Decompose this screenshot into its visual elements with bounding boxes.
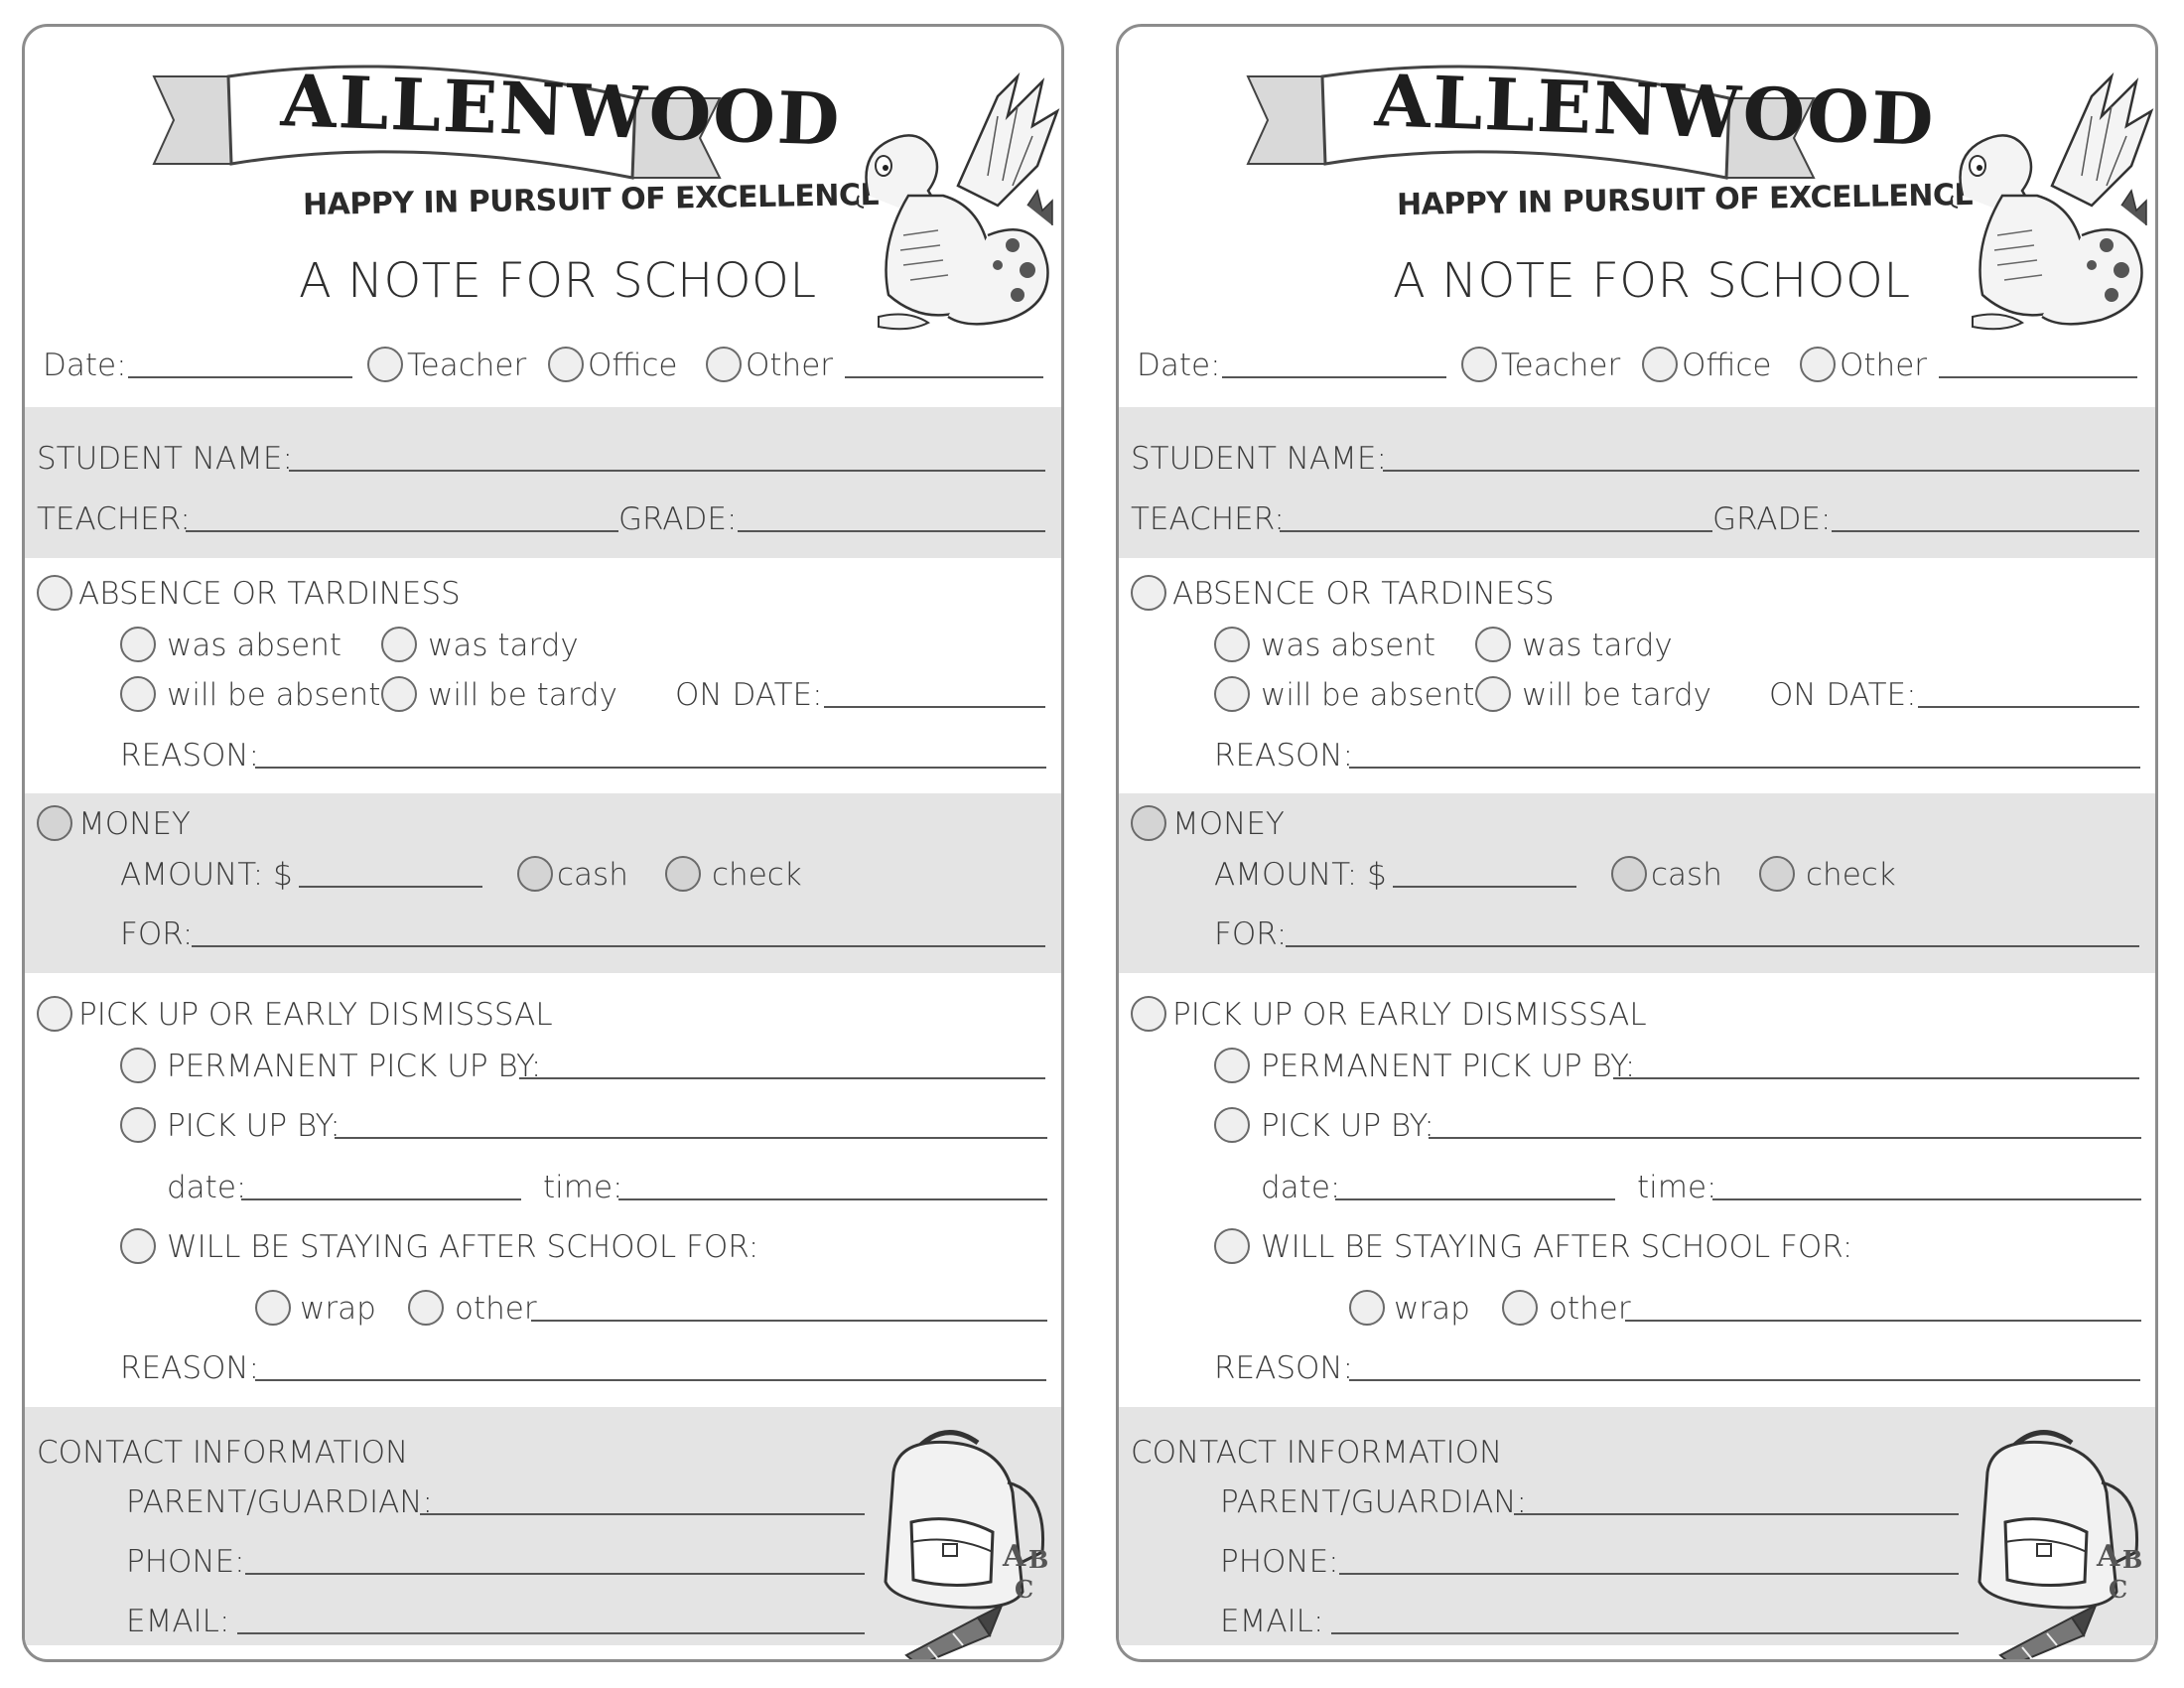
absence-reason-field[interactable] [255, 767, 1046, 769]
form-title: A NOTE FOR SCHOOL [1393, 253, 1911, 309]
date-field[interactable] [128, 376, 352, 378]
was-absent-radio[interactable] [1214, 627, 1250, 662]
money-radio[interactable] [37, 805, 72, 841]
pickup-by-field[interactable] [1429, 1137, 2141, 1139]
amount-field[interactable] [299, 886, 482, 888]
teacher-radio[interactable] [1461, 347, 1497, 382]
school-note-form-right [1116, 24, 2158, 1662]
phone-field[interactable] [1339, 1573, 1959, 1575]
permanent-pickup-field[interactable] [1613, 1077, 2139, 1079]
grade-field[interactable] [1832, 530, 2139, 532]
amount-label: AMOUNT: $ [120, 857, 293, 893]
staying-after-label: WILL BE STAYING AFTER SCHOOL FOR: [1261, 1229, 1853, 1265]
will-be-tardy-label: will be tardy [1522, 677, 1712, 713]
student-name-field[interactable] [1383, 470, 2139, 472]
parent-guardian-label: PARENT/GUARDIAN: [126, 1484, 433, 1520]
student-name-label: STUDENT NAME: [1131, 441, 1387, 477]
will-be-absent-label: will be absent [167, 677, 381, 713]
email-label: EMAIL: [126, 1604, 230, 1639]
staying-other-radio[interactable] [408, 1290, 444, 1326]
wrap-label: wrap [1394, 1291, 1470, 1327]
staying-other-field[interactable] [531, 1320, 1047, 1322]
date-field[interactable] [1222, 376, 1446, 378]
office-radio[interactable] [548, 347, 584, 382]
will-be-absent-radio[interactable] [1214, 676, 1250, 712]
pickup-reason-label: REASON: [1214, 1350, 1354, 1386]
form-title: A NOTE FOR SCHOOL [299, 253, 817, 309]
other-field[interactable] [845, 376, 1043, 378]
date-label: Date: [1137, 348, 1221, 383]
on-date-field[interactable] [1918, 706, 2139, 708]
was-tardy-label: was tardy [1522, 628, 1673, 663]
will-be-absent-label: will be absent [1261, 677, 1475, 713]
parent-guardian-field[interactable] [1514, 1513, 1959, 1515]
teacher-radio[interactable] [367, 347, 403, 382]
for-field[interactable] [1286, 945, 2139, 947]
pickup-reason-field[interactable] [1349, 1379, 2140, 1381]
staying-other-radio[interactable] [1502, 1290, 1538, 1326]
was-tardy-radio[interactable] [1475, 627, 1511, 662]
svg-text:C: C [2109, 1575, 2128, 1604]
amount-label: AMOUNT: $ [1214, 857, 1387, 893]
staying-after-radio[interactable] [120, 1228, 156, 1264]
check-label: check [712, 857, 802, 893]
school-name: ALLENWOOD [1373, 58, 1937, 162]
teacher-field[interactable] [186, 530, 618, 532]
email-field[interactable] [1331, 1632, 1959, 1634]
wrap-label: wrap [300, 1291, 376, 1327]
grade-label: GRADE: [1712, 501, 1832, 537]
permanent-pickup-radio[interactable] [1214, 1048, 1250, 1083]
svg-text:A: A [1003, 1539, 1026, 1574]
cash-label: cash [557, 857, 628, 893]
wrap-radio[interactable] [1349, 1290, 1385, 1326]
on-date-label: ON DATE: [675, 677, 823, 713]
was-absent-radio[interactable] [120, 627, 156, 662]
for-field[interactable] [192, 945, 1045, 947]
teacher-field[interactable] [1280, 530, 1712, 532]
grade-label: GRADE: [618, 501, 738, 537]
absence-radio[interactable] [1131, 575, 1166, 611]
was-tardy-radio[interactable] [381, 627, 417, 662]
email-field[interactable] [237, 1632, 865, 1634]
teacher-label: TEACHER: [1131, 501, 1285, 537]
cash-label: cash [1651, 857, 1722, 893]
other-option-label: Other [1840, 348, 1928, 383]
teacher-option-label: Teacher [1501, 348, 1621, 383]
other-radio[interactable] [1800, 347, 1836, 382]
for-label: FOR: [1214, 916, 1288, 952]
permanent-pickup-label: PERMANENT PICK UP BY: [1261, 1049, 1636, 1084]
dragon-mascot-icon [849, 57, 1062, 335]
school-name: ALLENWOOD [279, 58, 843, 162]
pickup-reason-label: REASON: [120, 1350, 260, 1386]
on-date-label: ON DATE: [1769, 677, 1917, 713]
phone-field[interactable] [245, 1573, 865, 1575]
will-be-tardy-label: will be tardy [428, 677, 618, 713]
date-label: Date: [43, 348, 127, 383]
teacher-label: TEACHER: [37, 501, 191, 537]
svg-text:A: A [2097, 1539, 2120, 1574]
student-name-field[interactable] [289, 470, 1045, 472]
staying-other-label: other [1549, 1291, 1631, 1327]
pickup-by-field[interactable] [335, 1137, 1047, 1139]
will-be-tardy-radio[interactable] [1475, 676, 1511, 712]
pickup-date-field[interactable] [241, 1198, 521, 1200]
pickup-by-radio[interactable] [120, 1107, 156, 1143]
contact-heading: CONTACT INFORMATION [1131, 1435, 1503, 1471]
parent-guardian-field[interactable] [420, 1513, 865, 1515]
absence-heading: ABSENCE OR TARDINESS [1172, 576, 1555, 612]
school-motto: HAPPY IN PURSUIT OF EXCELLENCE [302, 177, 881, 223]
office-option-label: Office [1682, 348, 1772, 383]
cash-radio[interactable] [517, 856, 553, 892]
pickup-heading: PICK UP OR EARLY DISMISSSAL [1172, 997, 1647, 1033]
pickup-time-field[interactable] [1712, 1198, 2141, 1200]
abc-blocks-icon [1001, 1536, 1060, 1606]
school-motto: HAPPY IN PURSUIT OF EXCELLENCE [1396, 177, 1975, 223]
permanent-pickup-radio[interactable] [120, 1048, 156, 1083]
office-option-label: Office [588, 348, 678, 383]
check-label: check [1806, 857, 1896, 893]
svg-text:C: C [1015, 1575, 1034, 1604]
staying-other-label: other [455, 1291, 537, 1327]
pickup-time-label: time: [1637, 1170, 1717, 1205]
parent-guardian-label: PARENT/GUARDIAN: [1220, 1484, 1527, 1520]
will-be-absent-radio[interactable] [120, 676, 156, 712]
amount-field[interactable] [1393, 886, 1576, 888]
absence-radio[interactable] [37, 575, 72, 611]
grade-field[interactable] [738, 530, 1045, 532]
staying-after-radio[interactable] [1214, 1228, 1250, 1264]
dragon-mascot-icon [1943, 57, 2156, 335]
phone-label: PHONE: [126, 1544, 245, 1580]
cash-radio[interactable] [1611, 856, 1647, 892]
contact-heading: CONTACT INFORMATION [37, 1435, 409, 1471]
absence-reason-label: REASON: [120, 738, 260, 774]
student-name-label: STUDENT NAME: [37, 441, 293, 477]
check-radio[interactable] [1759, 856, 1795, 892]
svg-text:B: B [1028, 1545, 1049, 1574]
other-option-label: Other [746, 348, 834, 383]
wrap-radio[interactable] [255, 1290, 291, 1326]
school-note-form-left [22, 24, 1064, 1662]
pickup-date-label: date: [167, 1170, 247, 1205]
will-be-tardy-radio[interactable] [381, 676, 417, 712]
pickup-heading: PICK UP OR EARLY DISMISSSAL [78, 997, 553, 1033]
teacher-option-label: Teacher [407, 348, 527, 383]
pickup-radio[interactable] [1131, 996, 1166, 1032]
on-date-field[interactable] [824, 706, 1045, 708]
money-heading: MONEY [1172, 806, 1285, 842]
pickup-date-field[interactable] [1335, 1198, 1615, 1200]
permanent-pickup-label: PERMANENT PICK UP BY: [167, 1049, 542, 1084]
pickup-by-radio[interactable] [1214, 1107, 1250, 1143]
abc-blocks-icon [2095, 1536, 2154, 1606]
crayon-icon [898, 1596, 1008, 1662]
other-field[interactable] [1939, 376, 2137, 378]
money-heading: MONEY [78, 806, 191, 842]
for-label: FOR: [120, 916, 194, 952]
permanent-pickup-field[interactable] [519, 1077, 1045, 1079]
was-absent-label: was absent [167, 628, 342, 663]
pickup-time-field[interactable] [618, 1198, 1047, 1200]
crayon-icon [1992, 1596, 2102, 1662]
pickup-by-label: PICK UP BY: [167, 1108, 341, 1144]
pickup-date-label: date: [1261, 1170, 1341, 1205]
absence-reason-label: REASON: [1214, 738, 1354, 774]
office-radio[interactable] [1642, 347, 1678, 382]
absence-heading: ABSENCE OR TARDINESS [78, 576, 461, 612]
pickup-by-label: PICK UP BY: [1261, 1108, 1434, 1144]
absence-reason-field[interactable] [1349, 767, 2140, 769]
check-radio[interactable] [665, 856, 701, 892]
svg-text:B: B [2122, 1545, 2143, 1574]
staying-other-field[interactable] [1625, 1320, 2141, 1322]
pickup-time-label: time: [543, 1170, 623, 1205]
staying-after-label: WILL BE STAYING AFTER SCHOOL FOR: [167, 1229, 759, 1265]
money-radio[interactable] [1131, 805, 1166, 841]
other-radio[interactable] [706, 347, 742, 382]
was-tardy-label: was tardy [428, 628, 579, 663]
pickup-reason-field[interactable] [255, 1379, 1046, 1381]
email-label: EMAIL: [1220, 1604, 1324, 1639]
was-absent-label: was absent [1261, 628, 1436, 663]
phone-label: PHONE: [1220, 1544, 1339, 1580]
pickup-radio[interactable] [37, 996, 72, 1032]
